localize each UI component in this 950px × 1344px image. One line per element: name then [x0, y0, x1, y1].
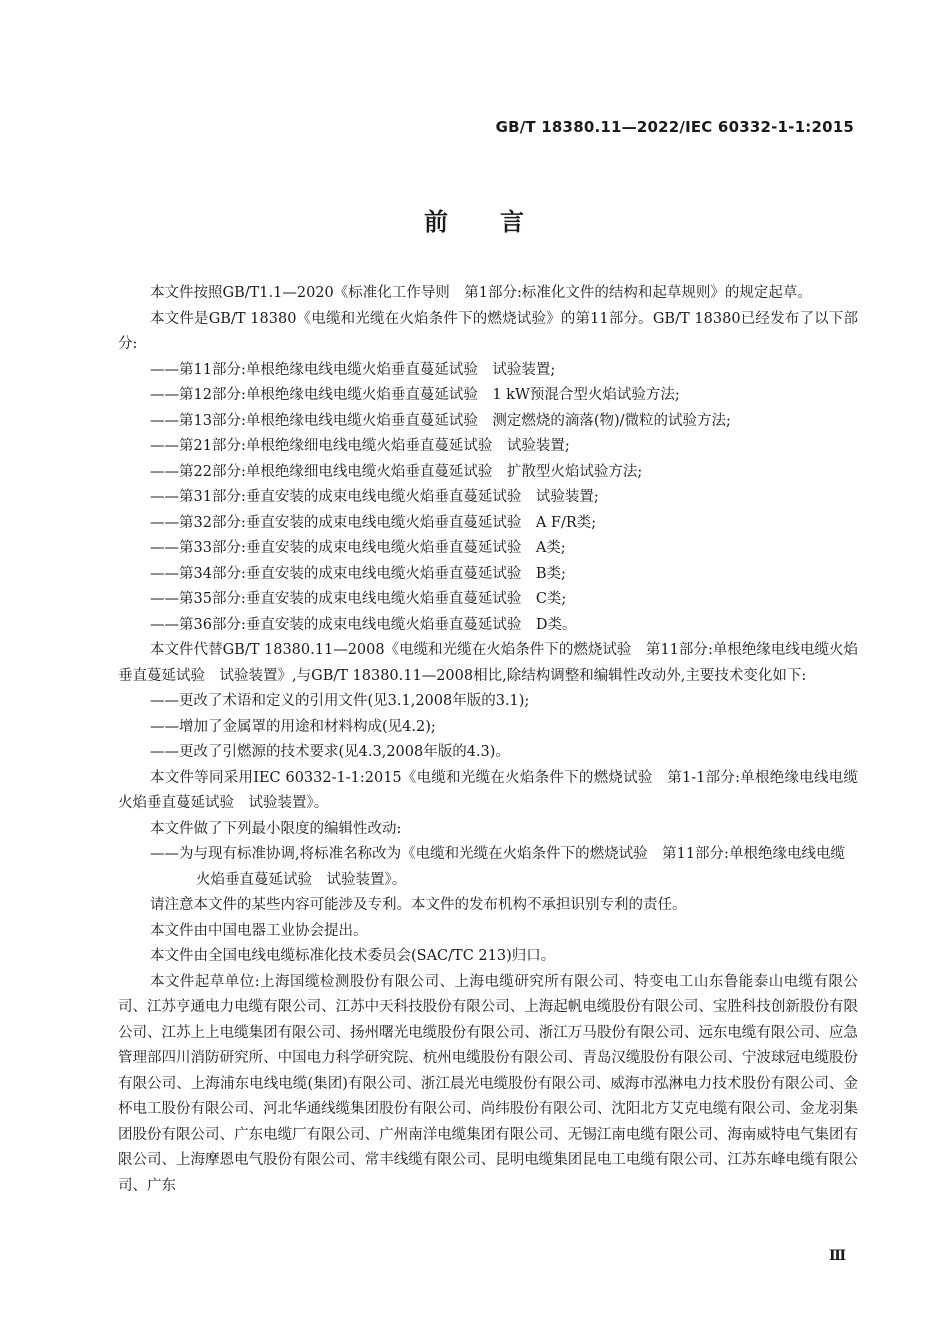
paragraph-proposer: 本文件由中国电器工业协会提出。 — [150, 922, 368, 939]
list-item: ——第31部分:垂直安装的成束电线电缆火焰垂直蔓延试验 试验装置; — [150, 489, 599, 505]
paragraph-patent-notice: 请注意本文件的某些内容可能涉及专利。本文件的发布机构不承担识别专利的责任。 — [150, 897, 687, 913]
paragraph-committee: 本文件由全国电线电缆标准化技术委员会(SAC/TC 213)归口。 — [150, 948, 556, 964]
list-item: ——为与现有标准协调,将标准名称改为《电缆和光缆在火焰条件下的燃烧试验 第11部分:单根绝缘电线电缆火焰垂直蔓延试验 试验装置》。 — [150, 846, 845, 888]
list-item: ——第35部分:垂直安装的成束电线电缆火焰垂直蔓延试验 C类; — [150, 591, 567, 607]
paragraph-series-intro: 本文件是GB/T 18380《电缆和光缆在火焰条件下的燃烧试验》的第11部分。GB/T 18380已经发布了以下部分: — [118, 310, 858, 352]
list-item: ——第32部分:垂直安装的成束电线电缆火焰垂直蔓延试验 A F/R类; — [150, 514, 597, 531]
list-item: ——第21部分:单根绝缘细电线电缆火焰垂直蔓延试验 试验装置; — [150, 438, 570, 454]
paragraph-drafting-rules: 本文件按照GB/T1.1—2020《标准化工作导则 第1部分:标准化文件的结构和起草规则》的规定起草。 — [150, 285, 812, 301]
paragraph-editorial-changes: 本文件做了下列最小限度的编辑性改动: — [150, 820, 402, 837]
list-item: ——第11部分:单根绝缘电线电缆火焰垂直蔓延试验 试验装置; — [150, 361, 556, 378]
paragraph-replacement: 本文件代替GB/T 18380.11—2008《电缆和光缆在火焰条件下的燃烧试验 第11部分:单根绝缘电线电缆火焰垂直蔓延试验 试验装置》,与GB/T 18380.11—2008相比,除结构调整和编辑性改动外,主要技术变化如下: — [118, 642, 858, 684]
list-item: ——增加了金属罩的用途和材料构成(见4.2); — [150, 718, 436, 735]
page-title — [0, 202, 950, 237]
page-number: Ⅲ — [828, 1248, 846, 1264]
document-body — [118, 281, 858, 1199]
list-item: ——第33部分:垂直安装的成束电线电缆火焰垂直蔓延试验 A类; — [150, 540, 566, 556]
list-item: ——第34部分:垂直安装的成束电线电缆火焰垂直蔓延试验 B类; — [150, 565, 566, 582]
title-char-1: 前 — [424, 208, 450, 236]
list-item: ——第13部分:单根绝缘电线电缆火焰垂直蔓延试验 测定燃烧的滴落(物)/微粒的试验方法; — [150, 412, 731, 429]
list-item: ——更改了术语和定义的引用文件(见3.1,2008年版的3.1); — [150, 693, 530, 709]
list-item: ——第22部分:单根绝缘细电线电缆火焰垂直蔓延试验 扩散型火焰试验方法; — [150, 463, 643, 480]
list-item: ——第36部分:垂直安装的成束电线电缆火焰垂直蔓延试验 D类。 — [150, 616, 577, 633]
paragraph-iec-adoption: 本文件等同采用IEC 60332-1-1:2015《电缆和光缆在火焰条件下的燃烧试验 第1-1部分:单根绝缘电线电缆火焰垂直蔓延试验 试验装置》。 — [118, 769, 858, 811]
list-item: ——第12部分:单根绝缘电线电缆火焰垂直蔓延试验 1 kW预混合型火焰试验方法; — [150, 387, 680, 403]
paragraph-drafting-units: 本文件起草单位:上海国缆检测股份有限公司、上海电缆研究所有限公司、特变电工山东鲁能泰山电缆有限公司、江苏亨通电力电缆有限公司、江苏中天科技股份有限公司、上海起帆电缆股份有限公司、宝胜科技创新股份有限公司、江苏上上电缆集团有限公司、扬州曙光电缆股份有限公司、浙江万马股份有限公司、远东电缆有限公司、应急管理部四川消防研究所、中国电力科学研究院、杭州电缆股份有限公司、青岛汉缆股份有限公司、宁波球冠电缆股份有限公司、上海浦东电线电缆(集团)有限公司、浙江晨光电缆股份有限公司、威海市泓淋电力技术股份有限公司、金杯电工股份有限公司、河北华通线缆集团股份有限公司、尚纬股份有限公司、沈阳北方艾克电缆有限公司、金龙羽集团股份有限公司、广东电缆厂有限公司、广州南洋电缆集团有限公司、无锡江南电缆有限公司、海南威特电气集团有限公司、上海摩恩电气股份有限公司、常丰线缆有限公司、昆明电缆集团昆电工电缆有限公司、江苏东峰电缆有限公司、广东 — [118, 973, 858, 1194]
list-item: ——更改了引燃源的技术要求(见4.3,2008年版的4.3)。 — [150, 744, 510, 760]
standard-code: GB/T 18380.11—2022/IEC 60332-1-1:2015 — [495, 118, 854, 136]
title-char-2: 言 — [500, 208, 526, 236]
